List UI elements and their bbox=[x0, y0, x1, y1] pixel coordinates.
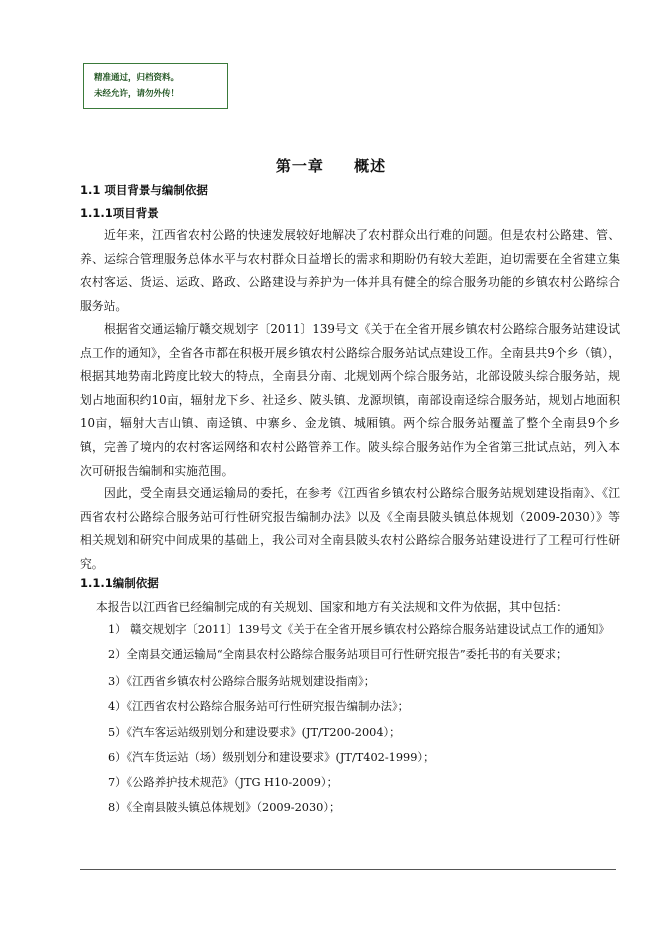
paragraph-background-2: 根据省交通运输厅赣交规划字〔2011〕139号文《关于在全省开展乡镇农村公路综合服务站建设试点工作的通知》，全省各市都在积极开展乡镇农村公路综合服务站试点建设工作。全南县共9个乡（镇），根据其地势南北跨度比较大的特点，全南县分南、北规划两个综合服务站，北部设陂头综合服务站，规划占地面积约10亩，辐射龙下乡、社迳乡、陂头镇、龙源坝镇，南部设南迳综合服务站，规划占地面积10亩，辐射大吉山镇、南迳镇、中寨乡、金龙镇、城厢镇。两个综合服务站覆盖了整个全南县9个乡镇，完善了境内的农村客运网络和农村公路管养工作。陂头综合服务站作为全省第三批试点站，列入本次可研报告编制和实施范围。 bbox=[80, 322, 620, 478]
basis-item-1: 1） 赣交规划字〔2011〕139号文《关于在全省开展乡镇农村公路综合服务站建设试点工作的通知》 bbox=[108, 623, 610, 636]
section-heading-1-1-1: 1.1.1项目背景 bbox=[80, 206, 159, 220]
stamp-line-2: 未经允许，请勿外传！ bbox=[94, 89, 180, 99]
basis-item-3: 3）《江西省乡镇农村公路综合服务站规划建设指南》； bbox=[108, 675, 376, 688]
section-heading-1-1: 1.1 项目背景与编制依据 bbox=[80, 183, 208, 197]
stamp-line-1: 精准通过，归档资料。 bbox=[94, 73, 180, 83]
basis-list bbox=[80, 619, 620, 821]
chapter-name: 概述 bbox=[354, 157, 387, 175]
footer-divider bbox=[80, 869, 616, 870]
basis-item-5: 5）《汽车客运站级别划分和建设要求》(JT/T200-2004）； bbox=[108, 725, 401, 739]
section-heading-basis: 1.1.1编制依据 bbox=[80, 576, 159, 590]
chapter-title bbox=[0, 155, 662, 176]
paragraph-background-3: 因此，受全南县交通运输局的委托，在参考《江西省乡镇农村公路综合服务站规划建设指南》、《江西省农村公路综合服务站可行性研究报告编制办法》以及《全南县陂头镇总体规划（2009-2030）》等相关规划和研究中间成果的基础上，我公司对全南县陂头农村公路综合服务站建设进行了工程可行性研究。 bbox=[80, 486, 620, 571]
confidential-stamp bbox=[83, 63, 228, 109]
basis-item-4: 4）《江西省农村公路综合服务站可行性研究报告编制办法》； bbox=[108, 700, 409, 714]
paragraph-background-1: 近年来，江西省农村公路的快速发展较好地解决了农村群众出行难的问题。但是农村公路建、管、养、运综合管理服务总体水平与农村群众日益增长的需求和期盼仍有较大差距，迫切需要在全省建立集农村客运、货运、运政、路政、公路建设与养护为一体并具有健全的综合服务功能的乡镇农村公路综合服务站。 bbox=[80, 228, 620, 313]
basis-item-6: 6）《汽车货运站（场）级别划分和建设要求》(JT/T402-1999）； bbox=[108, 750, 435, 764]
basis-item-7: 7）《公路养护技术规范》（JTG H10-2009）； bbox=[108, 776, 338, 790]
chapter-number: 第一章 bbox=[275, 157, 324, 175]
paragraph-basis-intro: 本报告以江西省已经编制完成的有关规划、国家和地方有关法规和文件为依据，其中包括： bbox=[96, 600, 568, 614]
basis-item-8: 8）《全南县陂头镇总体规划》（2009-2030）； bbox=[108, 801, 341, 815]
basis-item-2: 2）全南县交通运输局“全南县农村公路综合服务站项目可行性研究报告”委托书的有关要求； bbox=[108, 648, 568, 661]
